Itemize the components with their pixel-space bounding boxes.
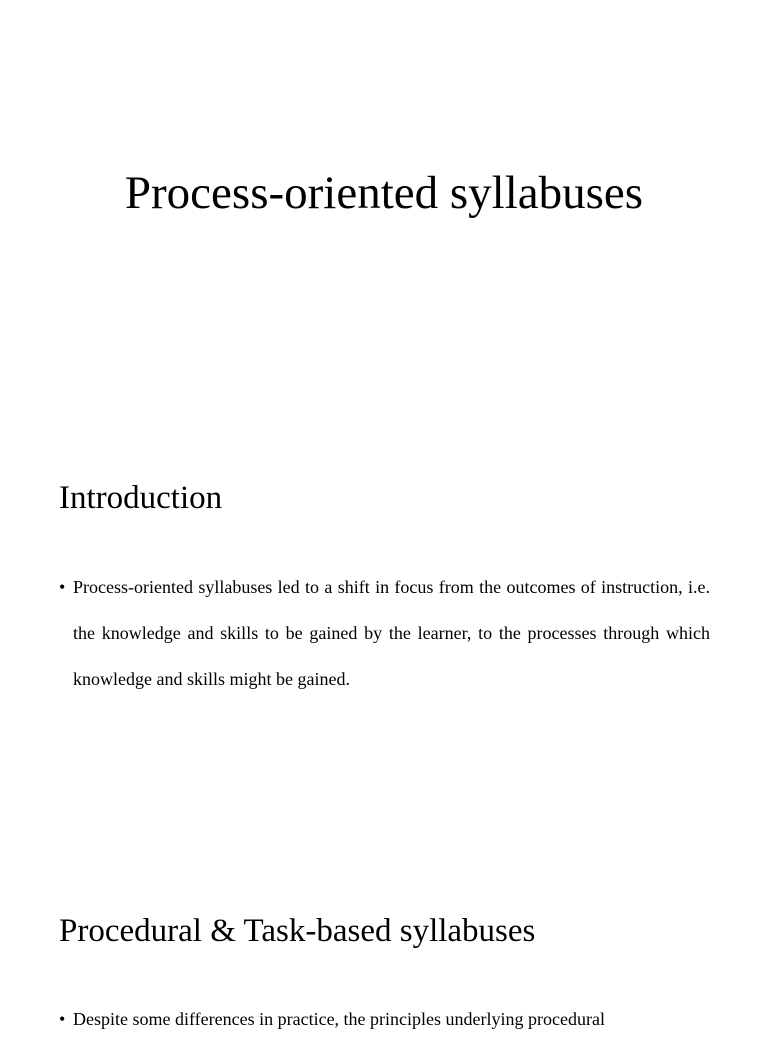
bullet-text: Despite some differences in practice, the principles underlying procedural (73, 1009, 605, 1029)
bullet-icon: • (59, 577, 66, 597)
section-heading-introduction: Introduction (59, 480, 223, 516)
bullet-list-introduction (59, 564, 710, 702)
bullet-icon: • (59, 1009, 66, 1029)
bullet-list-procedural (59, 996, 710, 1042)
bullet-item (59, 996, 710, 1042)
bullet-text: Process-oriented syllabuses led to a shift in focus from the outcomes of instruction, i.e. the knowledge and skills to be gained by the learner, to the processes through which knowledge and skills might be gained. (73, 577, 710, 689)
slide-title: Process-oriented syllabuses (124, 167, 644, 219)
section-heading-procedural: Procedural & Task-based syllabuses (59, 913, 536, 949)
bullet-item (59, 564, 710, 702)
